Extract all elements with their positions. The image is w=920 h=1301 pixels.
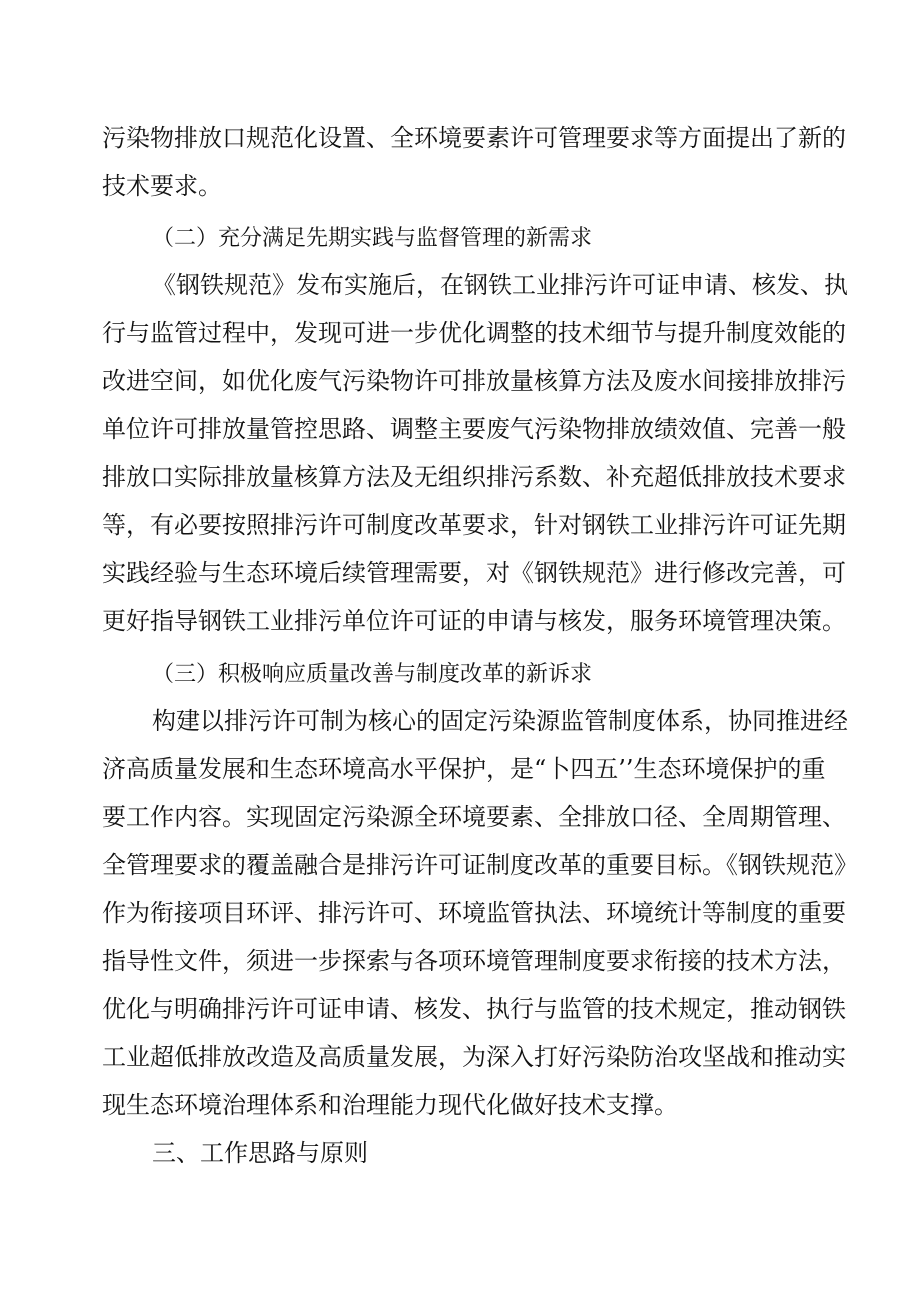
paragraph-line: 济高质量发展和生态环境高水平保护，是“卜四五’’生态环境保护的重 — [102, 755, 826, 783]
paragraph-line: 要工作内容。实现固定污染源全环境要素、全排放口径、全周期管理、 — [102, 803, 846, 831]
paragraph-line: 《钢铁规范》发布实施后，在钢铁工业排污许可证申请、核发、执 — [152, 271, 848, 299]
paragraph-line: 等，有必要按照排污许可制度改革要求，针对钢铁工业排污许可证先期 — [102, 511, 846, 539]
paragraph-line: 更好指导钢铁工业排污单位许可证的申请与核发，服务环境管理决策。 — [102, 607, 846, 635]
paragraph-line: 现生态环境治理体系和治理能力现代化做好技术支撑。 — [102, 1091, 678, 1119]
paragraph-line: 改进空间，如优化废气污染物许可排放量核算方法及废水间接排放排污 — [102, 367, 846, 395]
section-title: 三、工作思路与原则 — [152, 1139, 368, 1167]
paragraph-line: 优化与明确排污许可证申请、核发、执行与监管的技术规定，推动钢铁 — [102, 995, 846, 1023]
paragraph-line: 作为衔接项目环评、排污许可、环境监管执法、环境统计等制度的重要 — [102, 899, 846, 927]
paragraph-line: 工业超低排放改造及高质量发展，为深入打好污染防治攻坚战和推动实 — [102, 1043, 846, 1071]
paragraph-line: 排放口实际排放量核算方法及无组织排污系数、补充超低排放技术要求 — [102, 463, 846, 491]
paragraph-line: 行与监管过程中，发现可进一步优化调整的技术细节与提升制度效能的 — [102, 319, 846, 347]
paragraph-line: 单位许可排放量管控思路、调整主要废气污染物排放绩效值、完善一般 — [102, 415, 846, 443]
paragraph-line: 全管理要求的覆盖融合是排污许可证制度改革的重要目标。《钢铁规范》 — [102, 851, 858, 879]
paragraph-line: 实践经验与生态环境后续管理需要，对《钢铁规范》进行修改完善，可 — [102, 559, 846, 587]
paragraph-line: 污染物排放口规范化设置、全环境要素许可管理要求等方面提出了新的 — [102, 124, 846, 152]
paragraph-line: 构建以排污许可制为核心的固定污染源监管制度体系，协同推进经 — [152, 707, 848, 735]
section-heading: （二）充分满足先期实践与监督管理的新需求 — [152, 226, 593, 251]
paragraph-line: 指导性文件，须进一步探索与各项环境管理制度要求衔接的技术方法， — [102, 947, 846, 975]
paragraph-line: 技术要求。 — [102, 172, 222, 200]
section-heading: （三）积极响应质量改善与制度改革的新诉求 — [152, 662, 593, 687]
